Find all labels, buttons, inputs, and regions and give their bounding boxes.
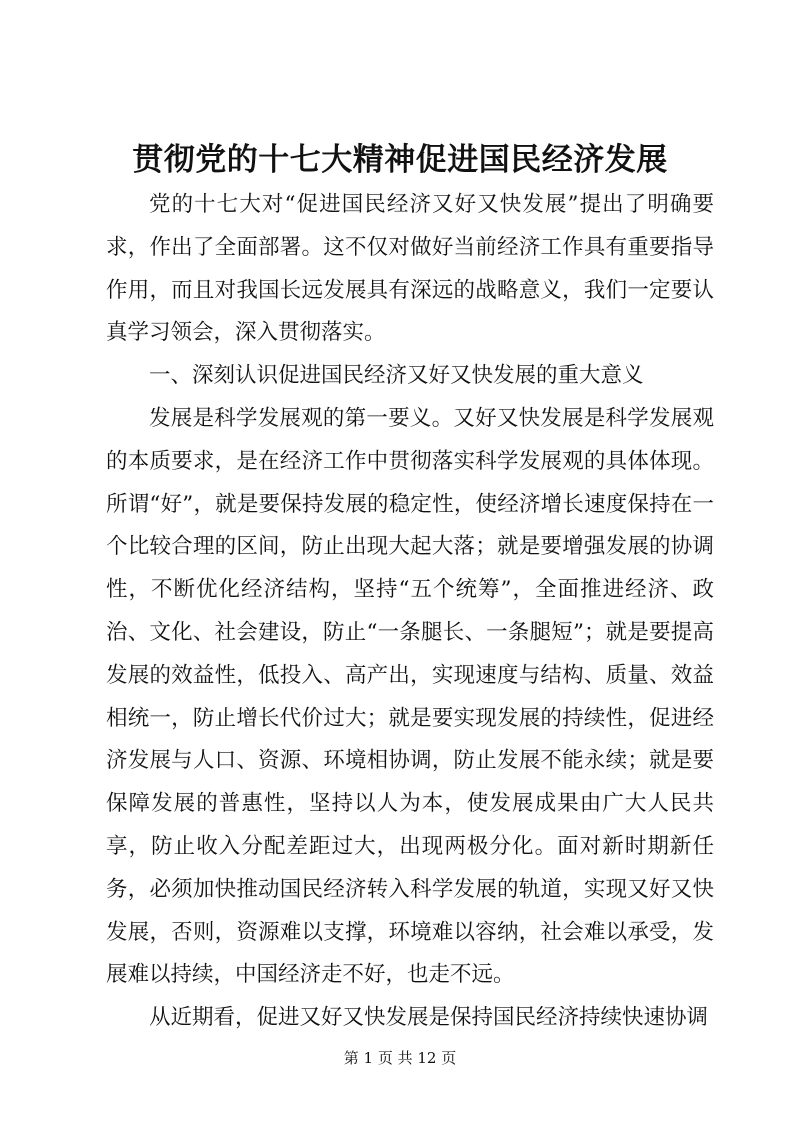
- paragraph-near-term: 从近期看，促进又好又快发展是保持国民经济持续快速协调: [149, 1005, 709, 1031]
- page-footer: 第 1 页 共 12 页: [343, 1049, 457, 1067]
- paragraph-development: 发展是科学发展观的第一要义。又好又快发展是科学发展观的本质要求，是在经济工作中贯彻落实科学发展观的具体体现。所谓“好”，就是要保持发展的稳定性，使经济增长速度保持在一个比较合理的区间，防止出现大起大落；就是要增强发展的协调性，不断优化经济结构，坚持“五个统筹”，全面推进经济、政治、文化、社会建设，防止“一条腿长、一条腿短”；就是要提高发展的效益性，低投入、高产出，实现速度与结构、质量、效益相统一，防止增长代价过大；就是要实现发展的持续性，促进经济发展与人口、资源、环境相协调，防止发展不能永续；就是要保障发展的普惠性，坚持以人为本，使发展成果由广大人民共享，防止收入分配差距过大，出现两极分化。面对新时期新任务，必须加快推动国民经济转入科学发展的轨道，实现又好又快发展，否则，资源难以支撑，环境难以容纳，社会难以承受，发展难以持续，中国经济走不好，也走不远。: [106, 405, 714, 988]
- document-title: 贯彻党的十七大精神促进国民经济发展: [132, 142, 668, 178]
- section-heading-1: 一、深刻认识促进国民经济又好又快发展的重大意义: [149, 363, 644, 389]
- paragraph-intro: 党的十七大对“促进国民经济又好又快发展”提出了明确要求，作出了全面部署。这不仅对做好当前经济工作具有重要指导作用，而且对我国长远发展具有深远的战略意义，我们一定要认真学习领会，深入贯彻落实。: [106, 192, 714, 346]
- document-body: [106, 184, 714, 1040]
